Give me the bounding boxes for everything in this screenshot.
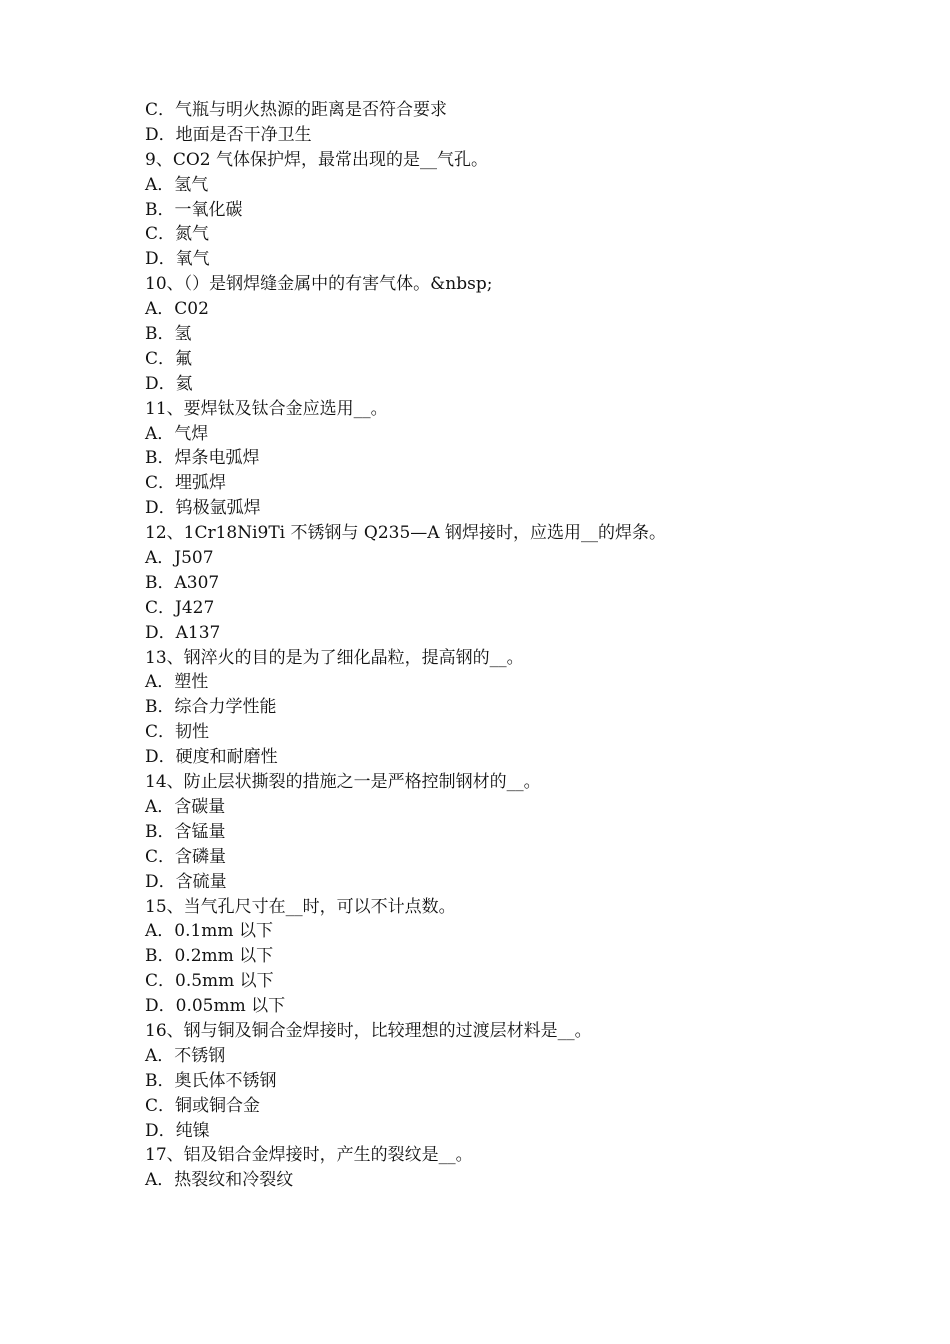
option-line: C．氟 bbox=[145, 348, 193, 369]
option-line: A．热裂纹和冷裂纹 bbox=[145, 1170, 294, 1191]
text-line: C．气瓶与明火热源的距离是否符合要求 bbox=[145, 100, 448, 120]
option-line: C．埋弧焊 bbox=[145, 473, 227, 494]
question-12: 12、1Cr18Ni9Ti 不锈钢与 Q235—A 钢焊接时，应选用__的焊条。 bbox=[145, 523, 666, 544]
question-15: 15、当气孔尺寸在__时，可以不计点数。 bbox=[145, 896, 456, 917]
option-line: B．焊条电弧焊 bbox=[145, 448, 260, 469]
option-line: C．氮气 bbox=[145, 224, 210, 245]
option-line: A．C02 bbox=[145, 299, 209, 320]
document-body bbox=[145, 98, 865, 1193]
option-line: A．含碳量 bbox=[145, 796, 226, 817]
option-line: A．J507 bbox=[145, 548, 214, 569]
question-10: 10、（）是钢焊缝金属中的有害气体。&nbsp; bbox=[145, 274, 493, 295]
option-line: B．含锰量 bbox=[145, 821, 226, 842]
option-line: A．氢气 bbox=[145, 174, 209, 195]
option-line: A．0.1mm 以下 bbox=[145, 921, 273, 942]
option-line: A．不锈钢 bbox=[145, 1045, 226, 1066]
option-line: C．J427 bbox=[145, 597, 215, 618]
option-line: D．0.05mm 以下 bbox=[145, 996, 286, 1017]
option-line: C．0.5mm 以下 bbox=[145, 971, 274, 992]
option-line: B．一氧化碳 bbox=[145, 199, 243, 220]
option-line: B．A307 bbox=[145, 572, 220, 593]
option-line: D．含硫量 bbox=[145, 871, 227, 892]
option-line: D．氦 bbox=[145, 373, 193, 394]
option-line: D．纯镍 bbox=[145, 1120, 210, 1141]
option-line: D．硬度和耐磨性 bbox=[145, 747, 278, 768]
option-line: D．氧气 bbox=[145, 249, 210, 270]
option-line: B．0.2mm 以下 bbox=[145, 946, 274, 967]
question-17: 17、铝及铝合金焊接时，产生的裂纹是__。 bbox=[145, 1145, 473, 1166]
option-line: B．奥氏体不锈钢 bbox=[145, 1070, 277, 1091]
question-16: 16、钢与铜及铜合金焊接时，比较理想的过渡层材料是__。 bbox=[145, 1020, 592, 1041]
option-line: C．韧性 bbox=[145, 722, 210, 743]
option-line: D．A137 bbox=[145, 622, 221, 643]
question-14: 14、防止层状撕裂的措施之一是严格控制钢材的__。 bbox=[145, 772, 541, 793]
text-line: D．地面是否干净卫生 bbox=[145, 124, 312, 145]
option-line: B．综合力学性能 bbox=[145, 697, 277, 718]
option-line: A．塑性 bbox=[145, 672, 209, 693]
question-11: 11、要焊钛及钛合金应选用__。 bbox=[145, 398, 388, 419]
option-line: A．气焊 bbox=[145, 423, 209, 444]
option-line: C．铜或铜合金 bbox=[145, 1095, 261, 1116]
option-line: B．氢 bbox=[145, 324, 192, 345]
option-line: C．含磷量 bbox=[145, 846, 227, 867]
question-13: 13、钢淬火的目的是为了细化晶粒，提高钢的__。 bbox=[145, 647, 524, 668]
option-line: D．钨极氩弧焊 bbox=[145, 498, 261, 519]
question-9: 9、CO2 气体保护焊，最常出现的是__气孔。 bbox=[145, 149, 488, 170]
